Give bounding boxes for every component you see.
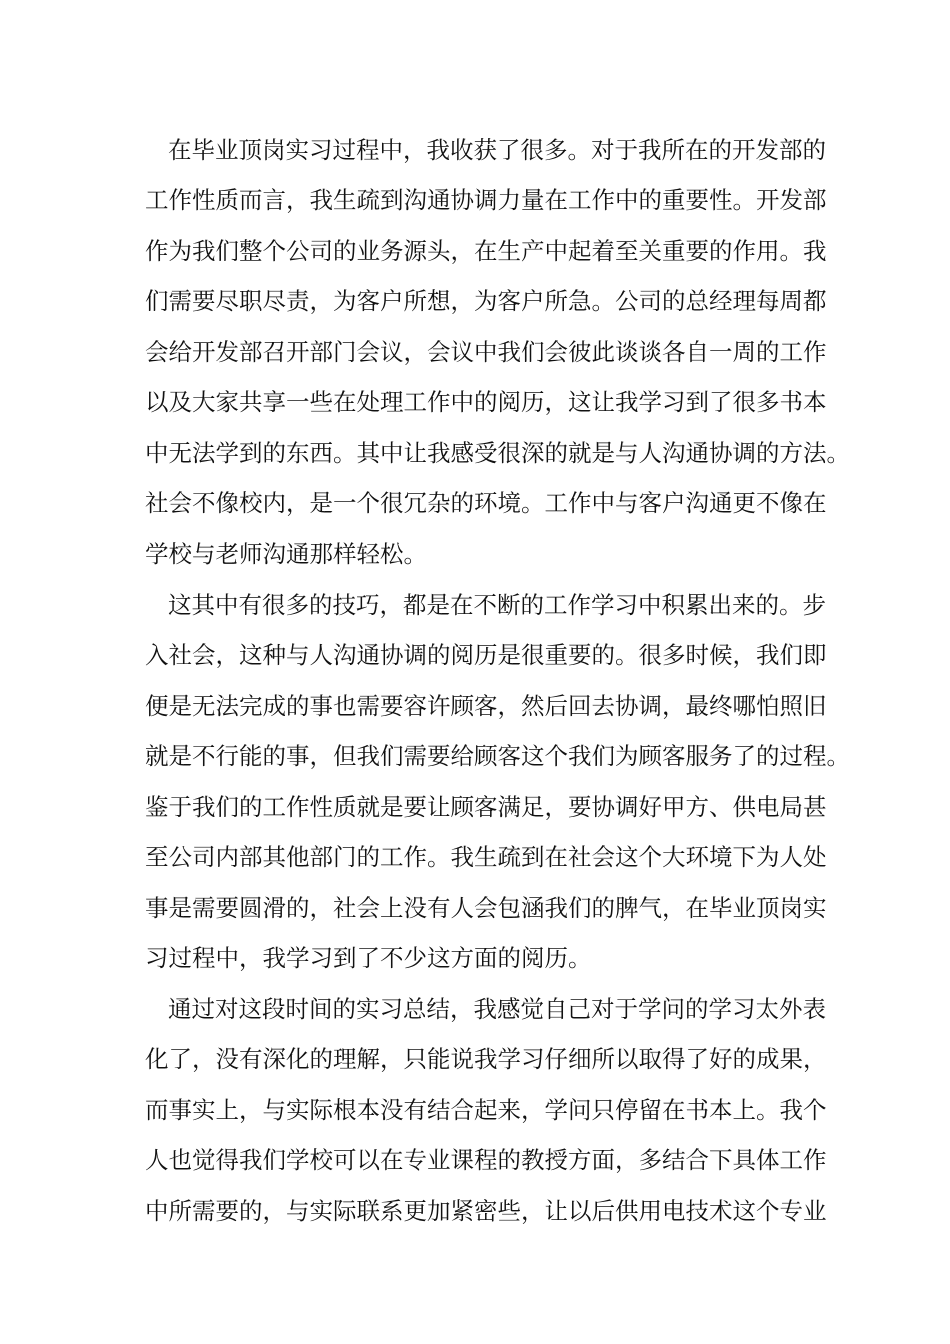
text-line: 们需要尽职尽责，为客户所想，为客户所急。公司的总经理每周都 [145,287,827,315]
text-line: 社会不像校内，是一个很冗杂的环境。工作中与客户沟通更不像在 [145,489,827,517]
text-line: 就是不行能的事，但我们需要给顾客这个我们为顾客服务了的过程。 [145,742,850,770]
text-line: 便是无法完成的事也需要容许顾客，然后回去协调，最终哪怕照旧 [145,692,827,720]
text-line: 工作性质而言，我生疏到沟通协调力量在工作中的重要性。开发部 [145,186,827,214]
text-line: 作为我们整个公司的业务源头，在生产中起着至关重要的作用。我 [145,237,827,265]
text-line: 至公司内部其他部门的工作。我生疏到在社会这个大环境下为人处 [145,843,827,871]
text-line: 人也觉得我们学校可以在专业课程的教授方面，多结合下具体工作 [145,1146,827,1174]
text-line: 事是需要圆滑的，社会上没有人会包涵我们的脾气，在毕业顶岗实 [145,894,827,922]
text-line: 学校与老师沟通那样轻松。 [145,540,427,568]
text-line: 在毕业顶岗实习过程中，我收获了很多。对于我所在的开发部的 [168,136,826,164]
text-line: 中所需要的，与实际联系更加紧密些，让以后供用电技术这个专业 [145,1197,827,1225]
text-line: 入社会，这种与人沟通协调的阅历是很重要的。很多时候，我们即 [145,641,827,669]
text-line: 鉴于我们的工作性质就是要让顾客满足，要协调好甲方、供电局甚 [145,793,827,821]
text-line: 习过程中，我学习到了不少这方面的阅历。 [145,944,592,972]
text-line: 而事实上，与实际根本没有结合起来，学问只停留在书本上。我个 [145,1096,827,1124]
text-line: 化了，没有深化的理解，只能说我学习仔细所以取得了好的成果， [145,1045,827,1073]
text-line: 通过对这段时间的实习总结，我感觉自己对于学问的学习太外表 [168,995,826,1023]
text-line: 会给开发部召开部门会议，会议中我们会彼此谈谈各自一周的工作 [145,338,827,366]
text-line: 以及大家共享一些在处理工作中的阅历，这让我学习到了很多书本 [145,388,827,416]
text-line: 这其中有很多的技巧，都是在不断的工作学习中积累出来的。步 [168,591,826,619]
text-line: 中无法学到的东西。其中让我感受很深的就是与人沟通协调的方法。 [145,439,850,467]
